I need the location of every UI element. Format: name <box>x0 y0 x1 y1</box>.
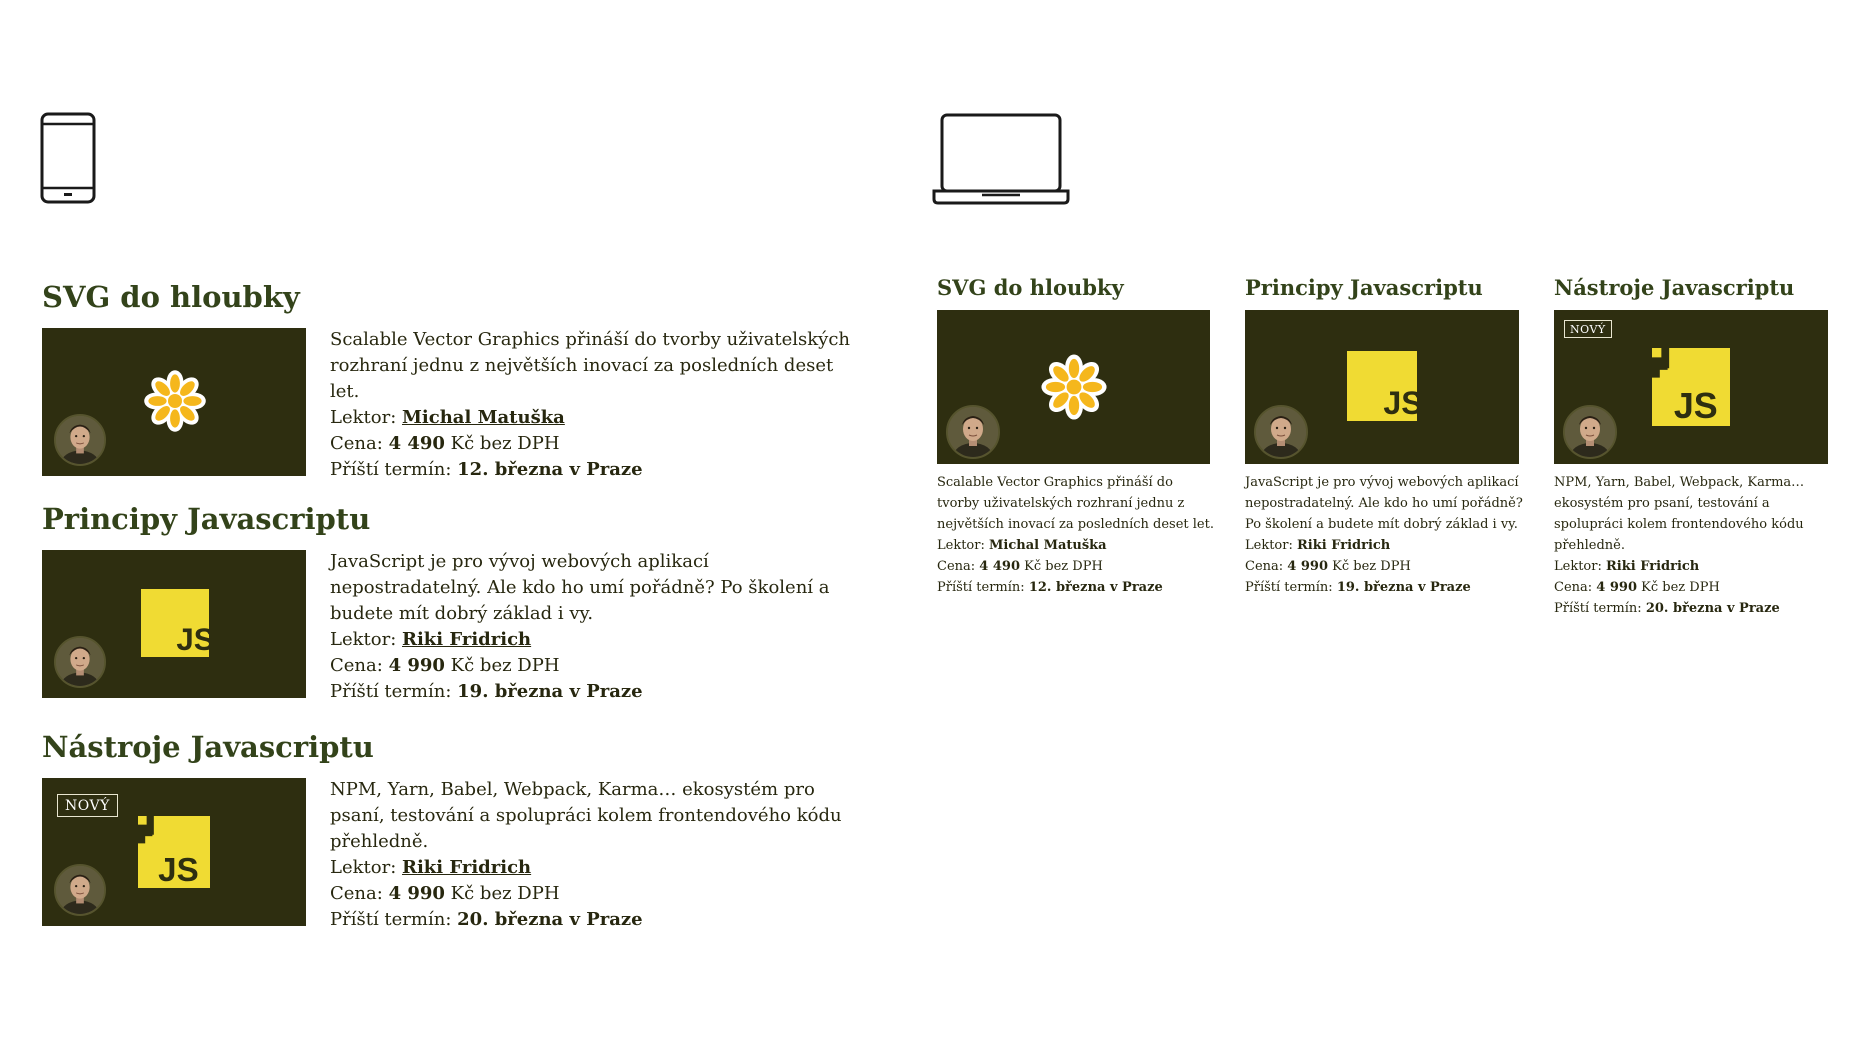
course-next-date: Příští termín: 19. března v Praze <box>1245 580 1471 595</box>
course-price: Cena: 4 990 Kč bez DPH <box>330 883 560 904</box>
desktop-course-title[interactable]: Principy Javascriptu <box>1245 275 1483 300</box>
js-puzzle-logo <box>138 816 210 888</box>
course-description: JavaScript je pro vývoj webových aplikací nepostradatelný. Ale kdo ho umí pořádně? Po školení a budete mít dobrý základ i vy. <box>1245 475 1523 532</box>
lector-link[interactable]: Riki Fridrich <box>402 857 532 878</box>
js-logo <box>1347 351 1417 421</box>
course-price: Cena: 4 490 Kč bez DPH <box>937 559 1103 574</box>
course-lector: Lektor: Riki Fridrich <box>330 857 532 878</box>
course-description: NPM, Yarn, Babel, Webpack, Karma… ekosystém pro psaní, testování a spolupráci kolem frontendového kódu přehledně. <box>330 779 842 852</box>
desktop-course-info <box>937 472 1217 598</box>
course-lector: Lektor: Michal Matuška <box>937 538 1107 553</box>
svg-flower-logo <box>1037 350 1111 424</box>
course-description: Scalable Vector Graphics přináší do tvorby uživatelských rozhraní jednu z největších inovací za posledních deset let. <box>937 475 1214 532</box>
course-next-date: Příští termín: 20. března v Praze <box>1554 601 1780 616</box>
new-badge: NOVÝ <box>1564 320 1612 338</box>
course-next-date: Příští termín: 12. března v Praze <box>937 580 1163 595</box>
course-price: Cena: 4 490 Kč bez DPH <box>330 433 560 454</box>
course-description: Scalable Vector Graphics přináší do tvorby uživatelských rozhraní jednu z největších inovací za posledních deset let. <box>330 329 851 402</box>
desktop-course-thumbnail[interactable] <box>1554 310 1828 464</box>
desktop-course-title[interactable]: SVG do hloubky <box>937 275 1124 300</box>
avatar <box>54 414 106 466</box>
desktop-course-title[interactable]: Nástroje Javascriptu <box>1554 275 1795 300</box>
svg-flower-logo <box>140 366 210 436</box>
course-description: NPM, Yarn, Babel, Webpack, Karma… ekosystém pro psaní, testování a spolupráci kolem frontendového kódu přehledně. <box>1554 475 1805 553</box>
course-lector: Lektor: Michal Matuška <box>330 407 565 428</box>
lector-link[interactable]: Riki Fridrich <box>1606 559 1700 574</box>
avatar <box>1254 405 1308 459</box>
mobile-course-title[interactable]: SVG do hloubky <box>42 280 300 314</box>
mobile-phone-icon <box>40 112 96 204</box>
desktop-course-thumbnail[interactable] <box>937 310 1210 464</box>
desktop-course-info <box>1245 472 1525 598</box>
mobile-course-thumbnail[interactable] <box>42 778 306 926</box>
avatar <box>54 864 106 916</box>
desktop-course-info <box>1554 472 1834 619</box>
course-lector: Lektor: Riki Fridrich <box>1554 559 1700 574</box>
lector-link[interactable]: Michal Matuška <box>402 407 565 428</box>
mobile-course-thumbnail[interactable] <box>42 550 306 698</box>
lector-link[interactable]: Riki Fridrich <box>402 629 532 650</box>
course-price: Cena: 4 990 Kč bez DPH <box>330 655 560 676</box>
mobile-course-info <box>330 327 850 483</box>
mobile-course-info <box>330 549 850 705</box>
avatar <box>1563 405 1617 459</box>
course-lector: Lektor: Riki Fridrich <box>1245 538 1391 553</box>
mobile-course-title[interactable]: Nástroje Javascriptu <box>42 730 374 764</box>
course-next-date: Příští termín: 19. března v Praze <box>330 681 643 702</box>
course-next-date: Příští termín: 12. března v Praze <box>330 459 643 480</box>
mobile-course-info <box>330 777 850 933</box>
course-price: Cena: 4 990 Kč bez DPH <box>1554 580 1720 595</box>
mobile-course-thumbnail[interactable] <box>42 328 306 476</box>
mobile-course-title[interactable]: Principy Javascriptu <box>42 502 371 536</box>
desktop-course-thumbnail[interactable] <box>1245 310 1519 464</box>
course-price: Cena: 4 990 Kč bez DPH <box>1245 559 1411 574</box>
lector-link[interactable]: Michal Matuška <box>989 538 1107 553</box>
lector-link[interactable]: Riki Fridrich <box>1297 538 1391 553</box>
avatar <box>54 636 106 688</box>
new-badge: NOVÝ <box>57 794 118 817</box>
avatar <box>946 405 1000 459</box>
course-next-date: Příští termín: 20. března v Praze <box>330 909 643 930</box>
laptop-icon <box>932 113 1070 205</box>
js-logo <box>141 589 209 657</box>
course-description: JavaScript je pro vývoj webových aplikací nepostradatelný. Ale kdo ho umí pořádně? Po školení a budete mít dobrý základ i vy. <box>330 551 830 624</box>
js-puzzle-logo <box>1652 348 1730 426</box>
course-lector: Lektor: Riki Fridrich <box>330 629 532 650</box>
